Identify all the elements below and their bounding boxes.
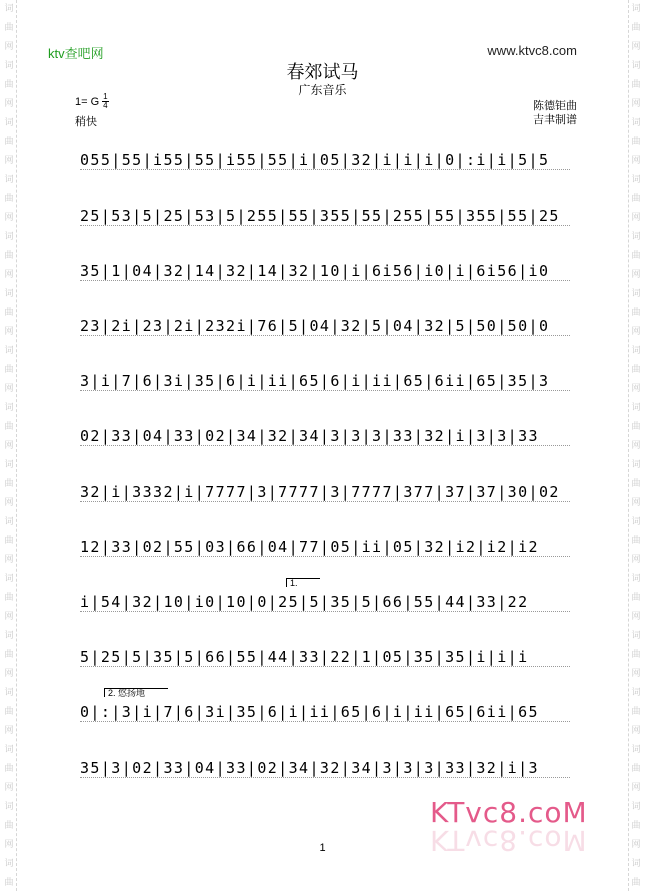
watermark-char: 网 [4, 840, 14, 850]
score-line-3: 35|1|04|32|14|32|14|32|10|i|6i56|i0|i|6i56|i0 [80, 262, 550, 280]
time-denominator: 4 [103, 101, 108, 110]
watermark-char: 词 [631, 745, 641, 755]
beam-underline [80, 390, 570, 391]
watermark-char: 曲 [631, 479, 641, 489]
watermark-char: 曲 [631, 80, 641, 90]
watermark-char: 网 [4, 669, 14, 679]
volta-second-ending: 2. 悠扬地 [104, 688, 168, 697]
watermark-char: 网 [631, 327, 641, 337]
watermark-char: 曲 [4, 764, 14, 774]
watermark-char: 网 [4, 441, 14, 451]
watermark-char: 网 [4, 270, 14, 280]
watermark-char: 词 [4, 4, 14, 14]
watermark-char: 词 [631, 631, 641, 641]
watermark-char: 曲 [4, 251, 14, 261]
watermark-char: 网 [4, 498, 14, 508]
watermark-char: 词 [4, 289, 14, 299]
watermark-char: 网 [4, 213, 14, 223]
watermark-char: 网 [4, 783, 14, 793]
watermark-char: 词 [631, 688, 641, 698]
watermark-char: 曲 [4, 194, 14, 204]
watermark-char: 网 [631, 99, 641, 109]
watermark-char: 曲 [4, 80, 14, 90]
watermark-char: 网 [631, 783, 641, 793]
watermark-char: 网 [631, 726, 641, 736]
score-line-2: 25|53|5|25|53|5|255|55|355|55|255|55|355|55|25 [80, 207, 560, 225]
watermark-char: 网 [4, 612, 14, 622]
watermark-char: 曲 [4, 479, 14, 489]
beam-underline [80, 777, 570, 778]
score-line-12: 35|3|02|33|04|33|02|34|32|34|3|3|3|33|32|i|3 [80, 759, 539, 777]
score-line-10: 5|25|5|35|5|66|55|44|33|22|1|05|35|35|i|i|i [80, 648, 529, 666]
left-watermark-strip [2, 0, 17, 891]
watermark-char: 网 [631, 498, 641, 508]
watermark-char: 网 [4, 726, 14, 736]
beam-underline [80, 721, 570, 722]
watermark-char: 曲 [4, 422, 14, 432]
tempo-marking: 稍快 [75, 116, 97, 128]
watermark-char: 词 [4, 745, 14, 755]
watermark-char: 曲 [631, 137, 641, 147]
score-line-8: 12|33|02|55|03|66|04|77|05|ii|05|32|i2|i2|i2 [80, 538, 539, 556]
watermark-char: 网 [4, 42, 14, 52]
watermark-char: 曲 [631, 821, 641, 831]
watermark-char: 网 [4, 327, 14, 337]
watermark-char: 曲 [4, 593, 14, 603]
watermark-char: 词 [4, 460, 14, 470]
watermark-char: 词 [4, 346, 14, 356]
watermark-char: 词 [631, 346, 641, 356]
watermark-char: 词 [631, 403, 641, 413]
brand-reflection: KTvc8.coM [430, 824, 588, 857]
watermark-char: 词 [631, 517, 641, 527]
score-line-9: i|54|32|10|i0|10|0|25|5|35|5|66|55|44|33|22 [80, 593, 529, 611]
watermark-char: 词 [4, 118, 14, 128]
watermark-char: 曲 [631, 536, 641, 546]
watermark-char: 词 [631, 289, 641, 299]
watermark-char: 词 [631, 859, 641, 869]
watermark-char: 曲 [4, 878, 14, 888]
watermark-char: 词 [631, 802, 641, 812]
watermark-char: 曲 [4, 23, 14, 33]
watermark-char: 曲 [4, 365, 14, 375]
watermark-char: 词 [4, 61, 14, 71]
watermark-char: 词 [631, 574, 641, 584]
watermark-char: 网 [4, 384, 14, 394]
watermark-char: 曲 [4, 308, 14, 318]
watermark-char: 曲 [631, 194, 641, 204]
score-line-4: 23|2i|23|2i|232i|76|5|04|32|5|04|32|5|50|50|0 [80, 317, 550, 335]
watermark-char: 网 [631, 213, 641, 223]
score-line-11: 0|:|3|i|7|6|3i|35|6|i|ii|65|6|i|ii|65|6ii|65 [80, 703, 539, 721]
beam-underline [80, 556, 570, 557]
watermark-char: 曲 [631, 650, 641, 660]
beam-underline [80, 445, 570, 446]
watermark-char: 词 [631, 118, 641, 128]
time-signature [102, 93, 108, 110]
brand-text: KTvc8.coM [430, 796, 588, 829]
beam-underline [80, 335, 570, 336]
time-numerator: 1 [103, 92, 108, 101]
arranger: 吉聿制谱 [533, 114, 577, 126]
key-label: 1= G [75, 95, 100, 108]
watermark-char: 网 [631, 384, 641, 394]
watermark-char: 网 [631, 555, 641, 565]
watermark-char: 词 [4, 802, 14, 812]
watermark-char: 网 [4, 555, 14, 565]
watermark-char: 词 [631, 460, 641, 470]
watermark-char: 词 [631, 61, 641, 71]
watermark-char: 曲 [631, 878, 641, 888]
watermark-char: 词 [4, 631, 14, 641]
watermark-char: 曲 [631, 593, 641, 603]
watermark-char: 词 [631, 4, 641, 14]
beam-underline [80, 225, 570, 226]
watermark-char: 网 [631, 612, 641, 622]
credits [533, 99, 577, 127]
watermark-char: 曲 [631, 308, 641, 318]
site-logo-left[interactable]: ktv查吧网 [48, 46, 104, 61]
key-signature [75, 93, 109, 110]
watermark-char: 词 [631, 232, 641, 242]
beam-underline [80, 666, 570, 667]
watermark-char: 词 [4, 859, 14, 869]
watermark-char: 网 [631, 42, 641, 52]
beam-underline [80, 501, 570, 502]
watermark-char: 曲 [4, 650, 14, 660]
beam-underline [80, 280, 570, 281]
watermark-char: 曲 [4, 137, 14, 147]
watermark-char: 网 [631, 441, 641, 451]
watermark-char: 网 [4, 99, 14, 109]
beam-underline [80, 611, 570, 612]
watermark-char: 曲 [4, 821, 14, 831]
score-line-6: 02|33|04|33|02|34|32|34|3|3|3|33|32|i|3|3|33 [80, 427, 539, 445]
watermark-char: 网 [631, 270, 641, 280]
watermark-char: 网 [631, 156, 641, 166]
watermark-char: 词 [631, 175, 641, 185]
watermark-char: 曲 [631, 707, 641, 717]
volta-first-ending: 1. [286, 578, 320, 587]
watermark-char: 词 [4, 688, 14, 698]
watermark-char: 网 [4, 156, 14, 166]
beam-underline [80, 169, 570, 170]
watermark-char: 词 [4, 232, 14, 242]
watermark-char: 曲 [631, 764, 641, 774]
score-line-5: 3|i|7|6|3i|35|6|i|ii|65|6|i|ii|65|6ii|65|35|3 [80, 372, 550, 390]
composer: 陈德钜曲 [533, 100, 577, 112]
watermark-char: 曲 [631, 422, 641, 432]
right-watermark-strip [628, 0, 643, 891]
watermark-char: 网 [631, 669, 641, 679]
watermark-char: 词 [4, 175, 14, 185]
score-line-1: 055|55|i55|55|i55|55|i|05|32|i|i|i|0|:i|i|5|5 [80, 151, 550, 169]
watermark-char: 词 [4, 574, 14, 584]
song-genre: 广东音乐 [298, 83, 347, 97]
page-number: 1 [319, 842, 326, 854]
watermark-char: 曲 [4, 536, 14, 546]
watermark-char: 曲 [4, 707, 14, 717]
watermark-char: 曲 [631, 23, 641, 33]
watermark-char: 词 [4, 517, 14, 527]
watermark-char: 词 [4, 403, 14, 413]
score-line-7: 32|i|3332|i|7777|3|7777|3|7777|377|37|37|30|02 [80, 483, 560, 501]
song-title: 春郊试马 [286, 62, 359, 82]
site-url[interactable]: www.ktvc8.com [487, 43, 577, 58]
watermark-char: 曲 [631, 251, 641, 261]
watermark-char: 曲 [631, 365, 641, 375]
watermark-char: 网 [631, 840, 641, 850]
